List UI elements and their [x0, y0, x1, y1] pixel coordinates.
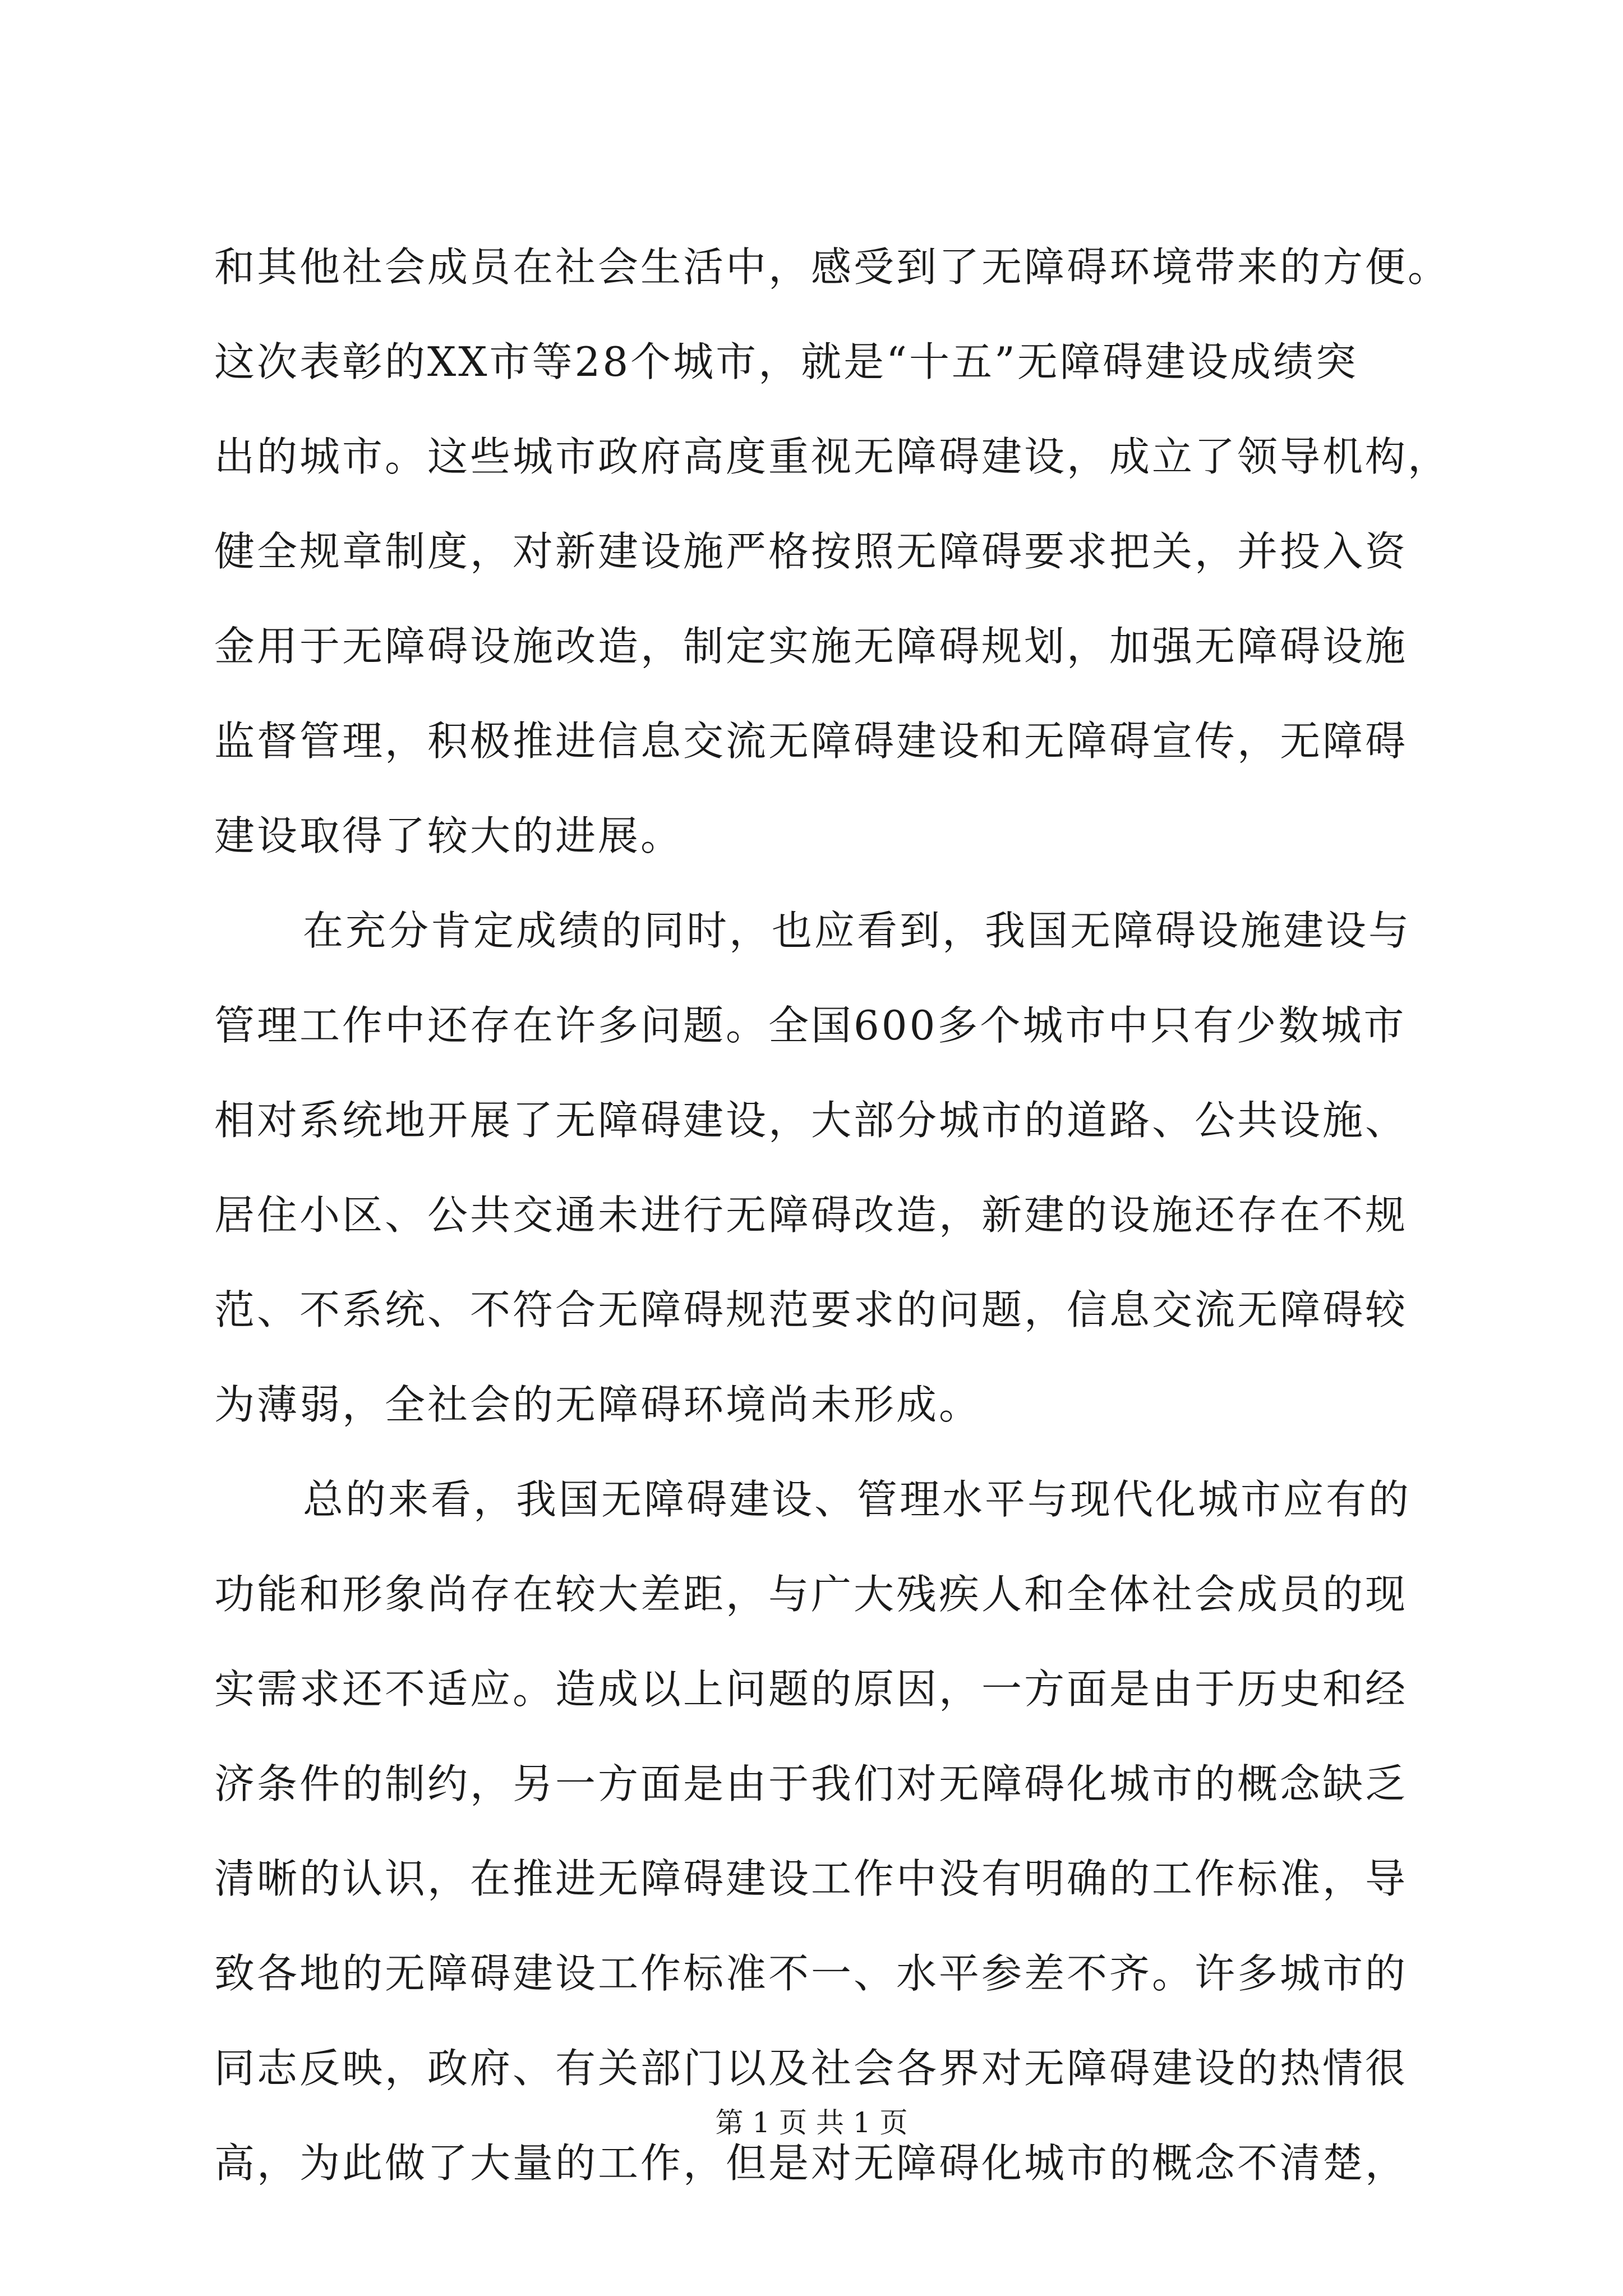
paragraph-first-line: 在充分肯定成绩的同时，也应看到，我国无障碍设施建设与 — [303, 907, 1412, 954]
text-line: 清晰的认识，在推进无障碍建设工作中没有明确的工作标准，导 — [214, 1855, 1408, 1902]
text-line: 高，为此做了大量的工作，但是对无障碍化城市的概念不清楚， — [214, 2139, 1408, 2187]
text-line: 同志反映，政府、有关部门以及社会各界对无障碍建设的热情很 — [214, 2045, 1408, 2092]
text-line: 为薄弱，全社会的无障碍环境尚未形成。 — [214, 1381, 982, 1428]
text-line: 功能和形象尚存在较大差距，与广大残疾人和全体社会成员的现 — [214, 1571, 1408, 1618]
text-line: 和其他社会成员在社会生活中，感受到了无障碍环境带来的方便。 — [214, 243, 1451, 291]
text-line: 实需求还不适应。造成以上问题的原因，一方面是由于历史和经 — [214, 1665, 1408, 1713]
text-line: 济条件的制约，另一方面是由于我们对无障碍化城市的概念缺乏 — [214, 1760, 1408, 1807]
text-line: 致各地的无障碍建设工作标准不一、水平参差不齐。许多城市的 — [214, 1950, 1408, 1997]
text-line: 金用于无障碍设施改造，制定实施无障碍规划，加强无障碍设施 — [214, 623, 1408, 670]
text-line: 这次表彰的XX市等28个城市，就是“十五”无障碍建设成绩突 — [214, 338, 1358, 385]
text-line: 建设取得了较大的进展。 — [214, 812, 684, 859]
page-footer: 第 1 页 共 1 页 — [715, 2106, 908, 2139]
text-line: 健全规章制度，对新建设施严格按照无障碍要求把关，并投入资 — [214, 528, 1408, 575]
text-line: 范、不系统、不符合无障碍规范要求的问题，信息交流无障碍较 — [214, 1286, 1408, 1333]
text-line: 相对系统地开展了无障碍建设，大部分城市的道路、公共设施、 — [214, 1097, 1408, 1144]
text-line: 管理工作中还存在许多问题。全国600多个城市中只有少数城市 — [214, 1002, 1407, 1049]
document-body — [214, 220, 1451, 2211]
text-line: 出的城市。这些城市政府高度重视无障碍建设，成立了领导机构， — [214, 433, 1451, 480]
text-line: 居住小区、公共交通未进行无障碍改造，新建的设施还存在不规 — [214, 1191, 1408, 1239]
paragraph-first-line: 总的来看，我国无障碍建设、管理水平与现代化城市应有的 — [303, 1476, 1412, 1523]
text-line: 监督管理，积极推进信息交流无障碍建设和无障碍宣传，无障碍 — [214, 717, 1408, 765]
